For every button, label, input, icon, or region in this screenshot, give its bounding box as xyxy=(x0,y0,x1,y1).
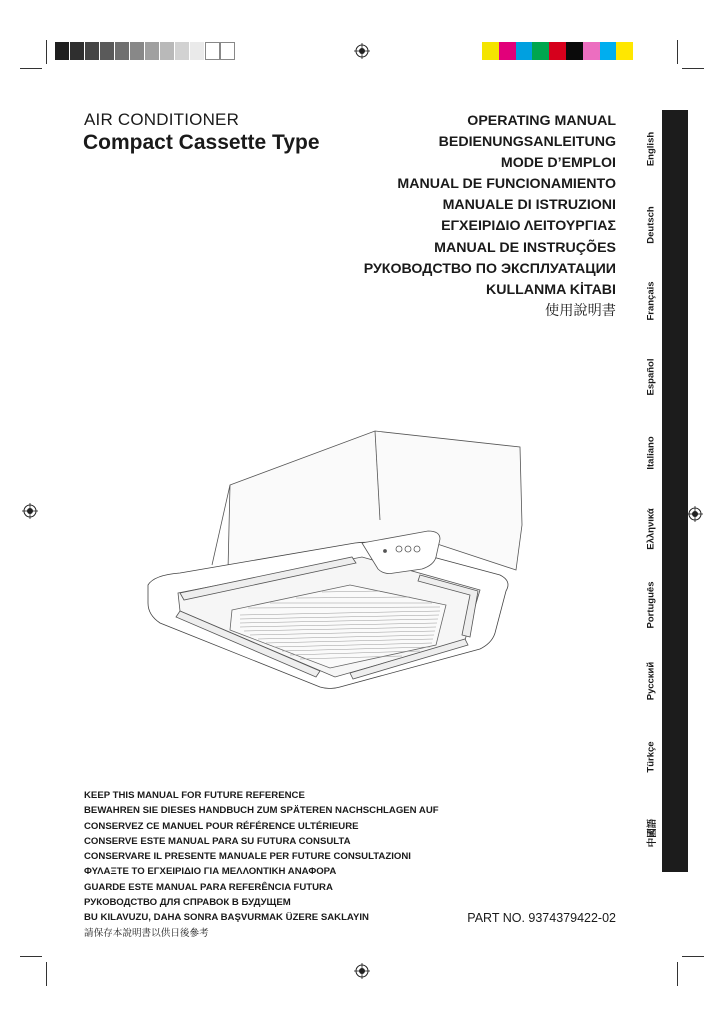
tab-block xyxy=(662,490,688,568)
tab-block xyxy=(662,718,688,796)
crop-mark xyxy=(46,40,47,64)
manual-title: ΕΓΧΕΙΡΙΔΙΟ ΛΕΙΤΟΥΡΓΙΑΣ xyxy=(441,218,616,235)
language-tab-greek[interactable] xyxy=(640,490,688,568)
manual-title-list xyxy=(364,111,616,322)
crop-mark xyxy=(46,962,47,986)
gray-swatch xyxy=(115,42,130,60)
color-swatch xyxy=(532,42,549,60)
color-swatch xyxy=(549,42,566,60)
language-tab-label: Ελληνικά xyxy=(645,508,657,550)
language-tab-italiano[interactable] xyxy=(640,414,688,492)
tab-block xyxy=(662,262,688,340)
color-swatch xyxy=(566,42,583,60)
language-tab-english[interactable] xyxy=(640,110,688,188)
crop-mark xyxy=(682,956,704,957)
note-line: BU KILAVUZU, DAHA SONRA BAŞVURMAK ÜZERE SAKLAYIN xyxy=(84,912,369,924)
manual-title: MANUAL DE INSTRUÇÕES xyxy=(434,239,616,256)
color-bar xyxy=(482,42,633,60)
note-line: CONSERVARE IL PRESENTE MANUALE PER FUTURE CONSULTAZIONI xyxy=(84,851,411,863)
registration-mark-icon xyxy=(354,963,370,979)
language-tab-turkish[interactable] xyxy=(640,718,688,796)
product-name: AIR CONDITIONER xyxy=(84,110,240,129)
note-line: CONSERVE ESTE MANUAL PARA SU FUTURA CONSULTA xyxy=(84,835,351,847)
gray-swatch xyxy=(85,42,100,60)
crop-mark xyxy=(20,956,42,957)
part-number: PART NO. 9374379422-02 xyxy=(467,911,616,925)
tab-block xyxy=(662,338,688,416)
tab-block xyxy=(662,794,688,872)
language-tab-russian[interactable] xyxy=(640,642,688,720)
registration-mark-icon xyxy=(687,506,703,522)
gray-swatch xyxy=(220,42,235,60)
crop-mark xyxy=(682,68,704,69)
tab-block xyxy=(662,414,688,492)
language-tab-label: English xyxy=(645,131,657,167)
product-type: Compact Cassette Type xyxy=(83,131,320,154)
registration-mark-icon xyxy=(354,43,370,59)
manual-title: OPERATING MANUAL xyxy=(467,113,616,129)
language-tab-label: Español xyxy=(645,358,657,396)
color-swatch xyxy=(516,42,533,60)
manual-title: KULLANMA KİTABI xyxy=(485,281,616,298)
language-tab-espanol[interactable] xyxy=(640,338,688,416)
language-tab-chinese[interactable] xyxy=(640,794,688,872)
manual-title: MANUALE DI ISTRUZIONI xyxy=(442,197,616,214)
language-tab-label: Deutsch xyxy=(645,206,657,244)
language-tab-label: Русский xyxy=(645,661,657,701)
language-tab-label: 中國語 xyxy=(647,818,658,848)
crop-mark xyxy=(677,962,678,986)
manual-title: MODE D’EMPLOI xyxy=(500,155,616,172)
manual-title: 使用說明書 xyxy=(545,302,616,319)
note-line: 請保存本說明書以供日後參考 xyxy=(84,927,209,939)
color-swatch xyxy=(616,42,633,60)
language-tab-label: Türkçe xyxy=(645,741,657,773)
gray-swatch xyxy=(145,42,160,60)
gray-swatch xyxy=(130,42,145,60)
tab-block xyxy=(662,186,688,264)
note-line: KEEP THIS MANUAL FOR FUTURE REFERENCE xyxy=(84,790,305,801)
note-line: GUARDE ESTE MANUAL PARA REFERÊNCIA FUTURA xyxy=(84,881,333,893)
color-swatch xyxy=(499,42,516,60)
language-tab-portugues[interactable] xyxy=(640,566,688,644)
tab-block xyxy=(662,110,688,188)
note-line: BEWAHREN SIE DIESES HANDBUCH ZUM SPÄTEREN NACHSCHLAGEN AUF xyxy=(84,805,439,817)
crop-mark xyxy=(20,68,42,69)
manual-title: BEDIENUNGSANLEITUNG xyxy=(438,134,616,151)
grayscale-bar xyxy=(55,42,235,60)
color-swatch xyxy=(482,42,499,60)
color-swatch xyxy=(583,42,600,60)
note-line: CONSERVEZ CE MANUEL POUR RÉFÉRENCE ULTÉRIEURE xyxy=(84,820,359,832)
color-swatch xyxy=(600,42,617,60)
registration-mark-icon xyxy=(22,503,38,519)
gray-swatch xyxy=(160,42,175,60)
note-line: РУКОВОДСТВО ДЛЯ СПРАВОК В БУДУЩЕМ xyxy=(84,897,291,909)
tab-block xyxy=(662,642,688,720)
manual-title: MANUAL DE FUNCIONAMIENTO xyxy=(397,176,616,193)
cassette-unit-illustration xyxy=(140,425,540,695)
gray-swatch xyxy=(205,42,220,60)
language-tab-deutsch[interactable] xyxy=(640,186,688,264)
gray-swatch xyxy=(190,42,205,60)
language-tab-label: Português xyxy=(645,581,657,629)
gray-swatch xyxy=(100,42,115,60)
note-line: ΦΥΛΑΞΤΕ ΤΟ ΕΓΧΕΙΡΙΔΙΟ ΓΙΑ ΜΕΛΛΟΝΤΙΚΗ ΑΝΑΦΟΡΑ xyxy=(84,866,337,878)
gray-swatch xyxy=(55,42,70,60)
gray-swatch xyxy=(175,42,190,60)
crop-mark xyxy=(677,40,678,64)
language-tab-francais[interactable] xyxy=(640,262,688,340)
language-tab-label: Français xyxy=(645,281,657,321)
gray-swatch xyxy=(70,42,85,60)
manual-title: РУКОВОДСТВО ПО ЭКСПЛУАТАЦИИ xyxy=(363,260,616,277)
language-tab-label: Italiano xyxy=(645,436,657,470)
keep-manual-notes xyxy=(84,788,439,941)
tab-block xyxy=(662,566,688,644)
